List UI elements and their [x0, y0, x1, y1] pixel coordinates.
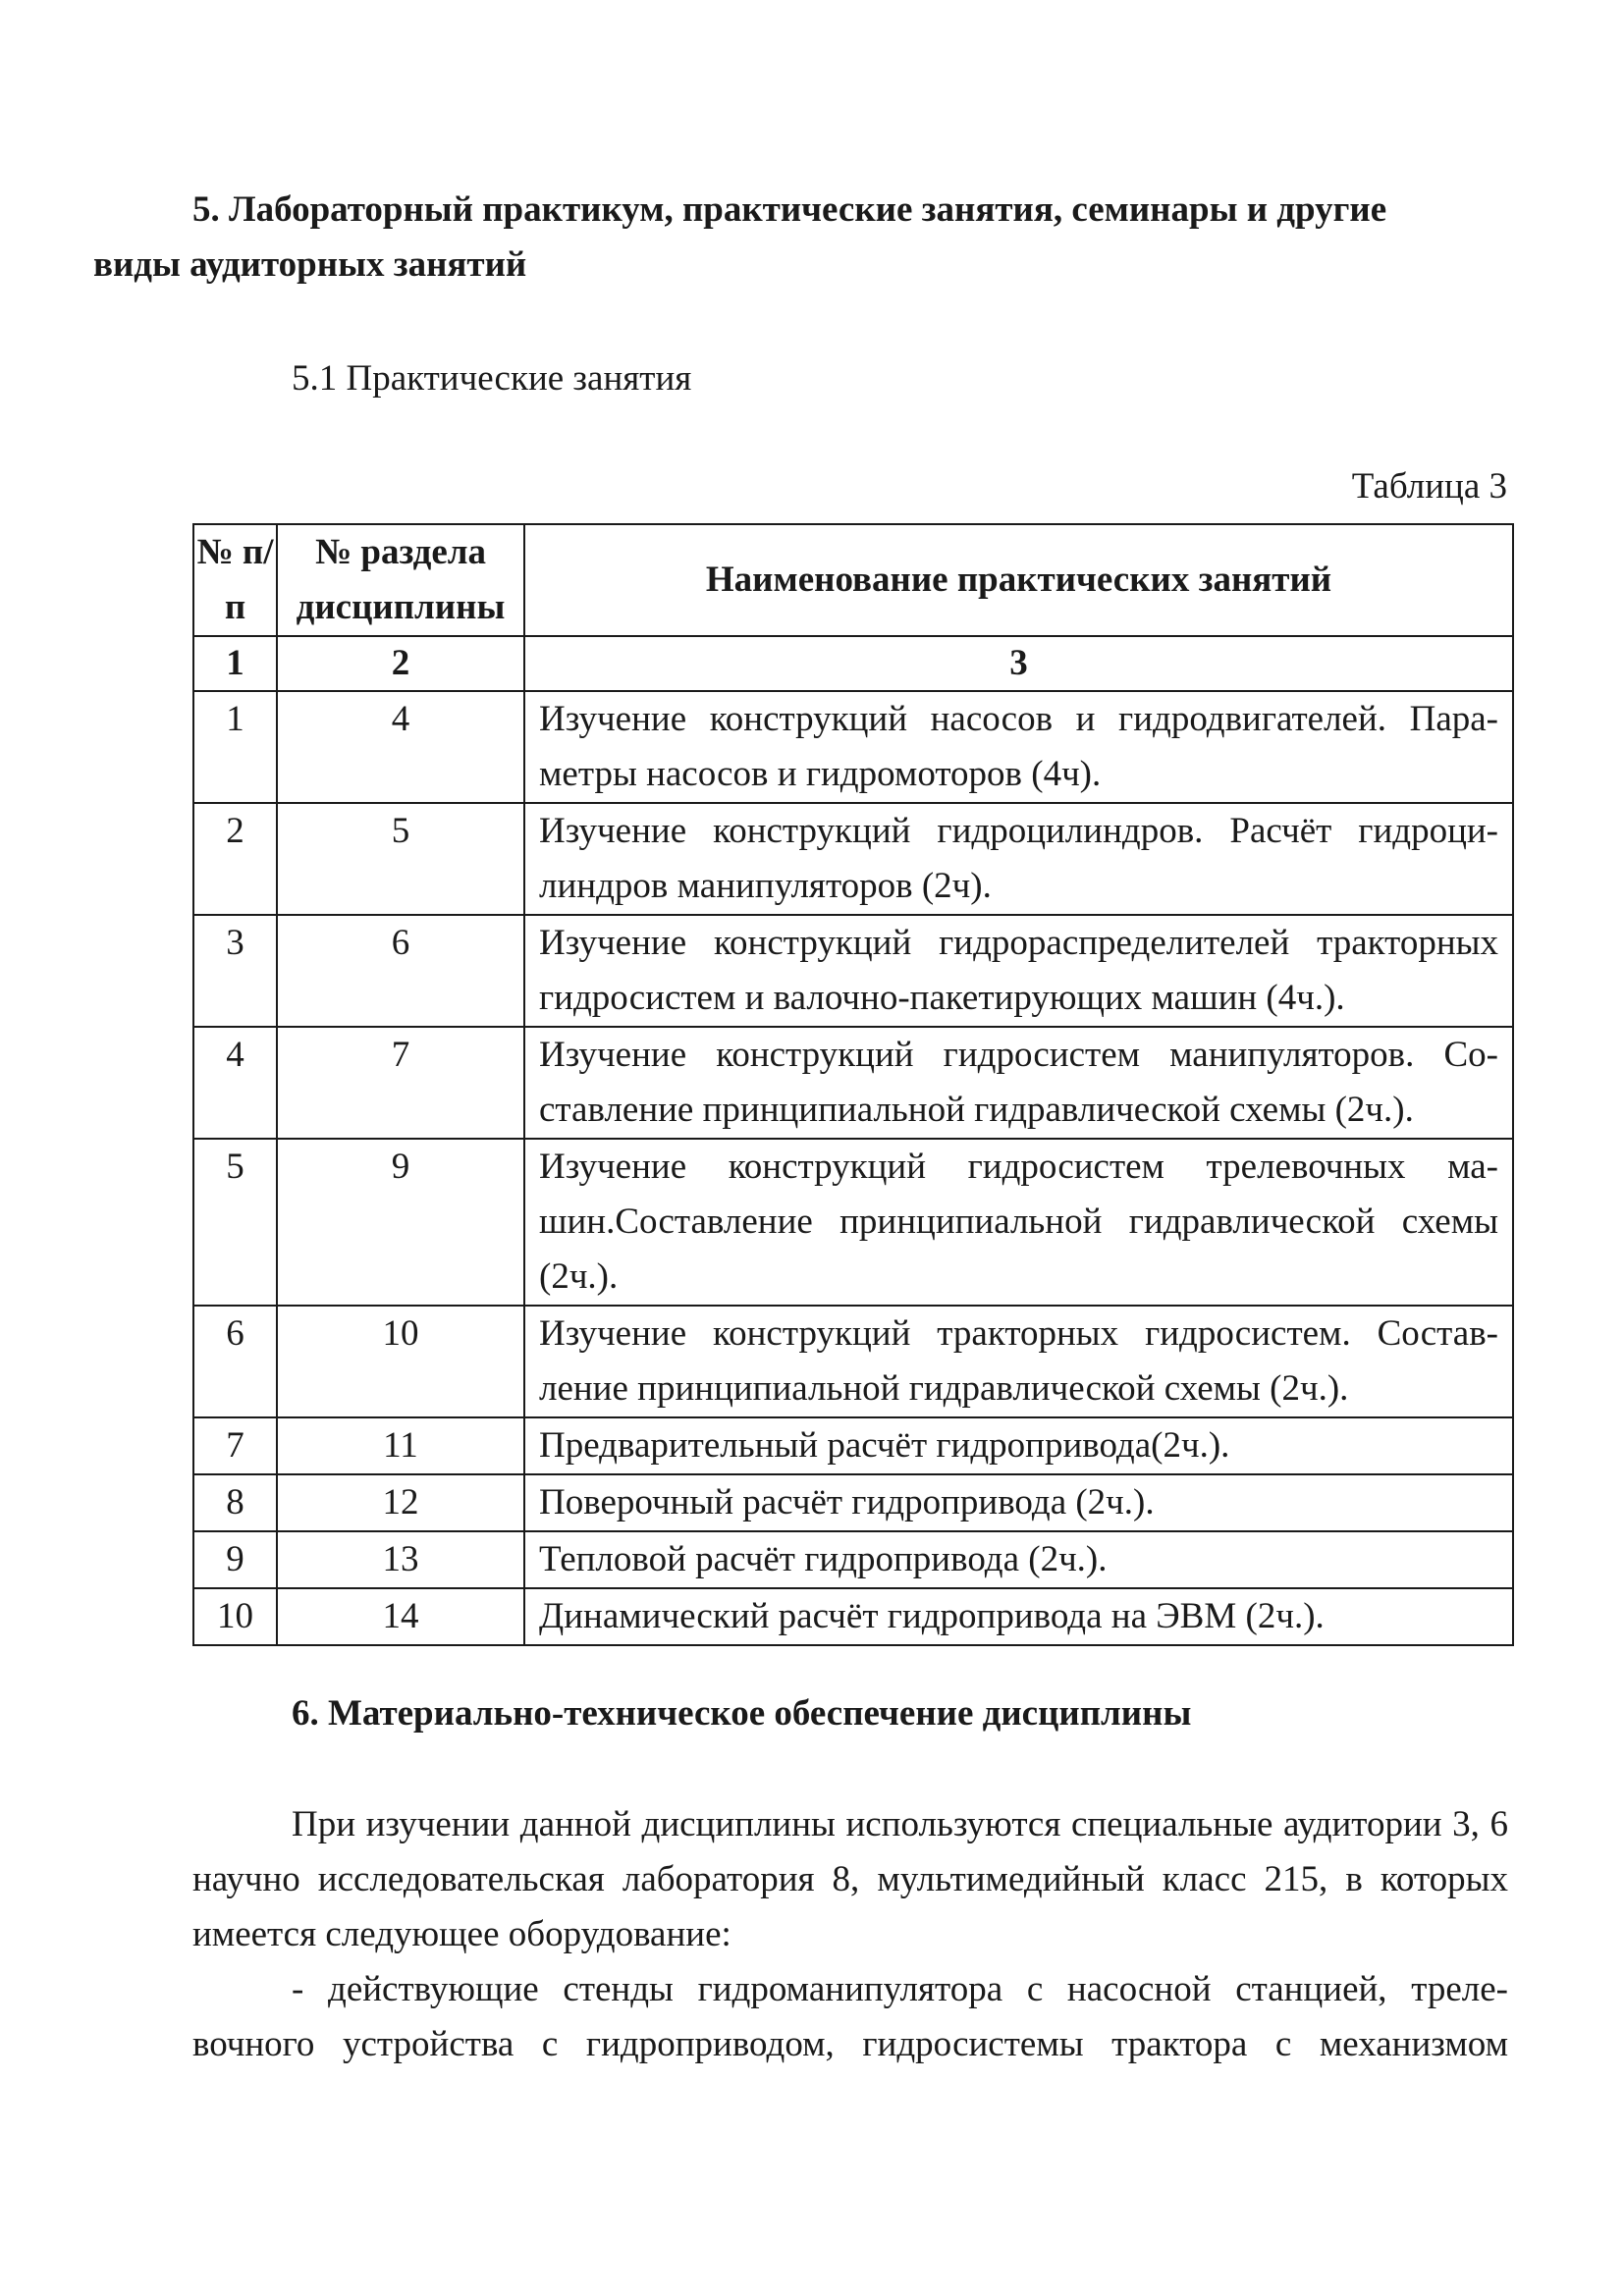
table-caption: Таблица 3 — [1351, 466, 1507, 507]
row-name: Изучение конструкций гидрораспределителей тракторных гидросистем и валочно-пакетирующих машин (4ч.). — [524, 915, 1513, 1027]
row-section: 14 — [277, 1588, 524, 1645]
row-num: 10 — [193, 1588, 277, 1645]
row-name: Динамический расчёт гидропривода на ЭВМ (2ч.). — [524, 1588, 1513, 1645]
row-section: 4 — [277, 691, 524, 803]
section-6-heading: 6. Материально-техническое обеспечение дисциплины — [292, 1693, 1192, 1734]
row-num: 4 — [193, 1027, 277, 1139]
row-name: Тепловой расчёт гидропривода (2ч.). — [524, 1531, 1513, 1588]
table-row — [193, 1474, 1513, 1531]
row-num: 8 — [193, 1474, 277, 1531]
header-num: № п/п — [193, 524, 277, 636]
table-row — [193, 1027, 1513, 1139]
table-row — [193, 1531, 1513, 1588]
row-section: 6 — [277, 915, 524, 1027]
section-6-paragraph: При изучении данной дисциплины используются специальные аудитории 3, 6 научно исследовательская лаборатория 8, мультимедийный класс 215, в которых имеется следующее оборудование: — [192, 1804, 1508, 1954]
row-num: 5 — [193, 1139, 277, 1306]
row-section: 11 — [277, 1417, 524, 1474]
header-section: № раздела дисциплины — [277, 524, 524, 636]
row-num: 3 — [193, 915, 277, 1027]
row-num: 7 — [193, 1417, 277, 1474]
table-row — [193, 803, 1513, 915]
practical-classes-table — [192, 523, 1514, 1646]
row-name: Изучение конструкций тракторных гидросистем. Составление принципиальной гидравлической схемы (2ч.). — [524, 1306, 1513, 1417]
equipment-list-item: - действующие стенды гидроманипулятора с насосной станцией, трелевочного устройства с гидроприводом, гидросистемы трактора с механизмом — [192, 1969, 1508, 2064]
table-index-row — [193, 636, 1513, 691]
index-cell: 2 — [277, 636, 524, 691]
section-5-1-subheading: 5.1 Практические занятия — [292, 358, 692, 399]
row-section: 12 — [277, 1474, 524, 1531]
row-section: 9 — [277, 1139, 524, 1306]
row-name: Изучение конструкций насосов и гидродвигателей. Параметры насосов и гидромоторов (4ч). — [524, 691, 1513, 803]
row-name: Предварительный расчёт гидропривода(2ч.). — [524, 1417, 1513, 1474]
row-section: 10 — [277, 1306, 524, 1417]
row-name: Изучение конструкций гидроцилиндров. Расчёт гидроцилиндров манипуляторов (2ч). — [524, 803, 1513, 915]
table-row — [193, 1588, 1513, 1645]
row-section: 5 — [277, 803, 524, 915]
table-row — [193, 1417, 1513, 1474]
row-section: 7 — [277, 1027, 524, 1139]
row-name: Поверочный расчёт гидропривода (2ч.). — [524, 1474, 1513, 1531]
row-name: Изучение конструкций гидросистем трелевочных машин.Составление принципиальной гидравлической схемы (2ч.). — [524, 1139, 1513, 1306]
section-5-heading: 5. Лабораторный практикум, практические занятия, семинары и другие виды аудиторных занятий — [93, 189, 1387, 285]
header-name: Наименование практических занятий — [524, 524, 1513, 636]
table-row — [193, 1139, 1513, 1306]
row-num: 9 — [193, 1531, 277, 1588]
row-num: 1 — [193, 691, 277, 803]
index-cell: 1 — [193, 636, 277, 691]
table-row — [193, 691, 1513, 803]
row-name: Изучение конструкций гидросистем манипуляторов. Составление принципиальной гидравлической схемы (2ч.). — [524, 1027, 1513, 1139]
table-row — [193, 1306, 1513, 1417]
row-section: 13 — [277, 1531, 524, 1588]
row-num: 2 — [193, 803, 277, 915]
table-header-row — [193, 524, 1513, 636]
row-num: 6 — [193, 1306, 277, 1417]
index-cell: 3 — [524, 636, 1513, 691]
table-row — [193, 915, 1513, 1027]
